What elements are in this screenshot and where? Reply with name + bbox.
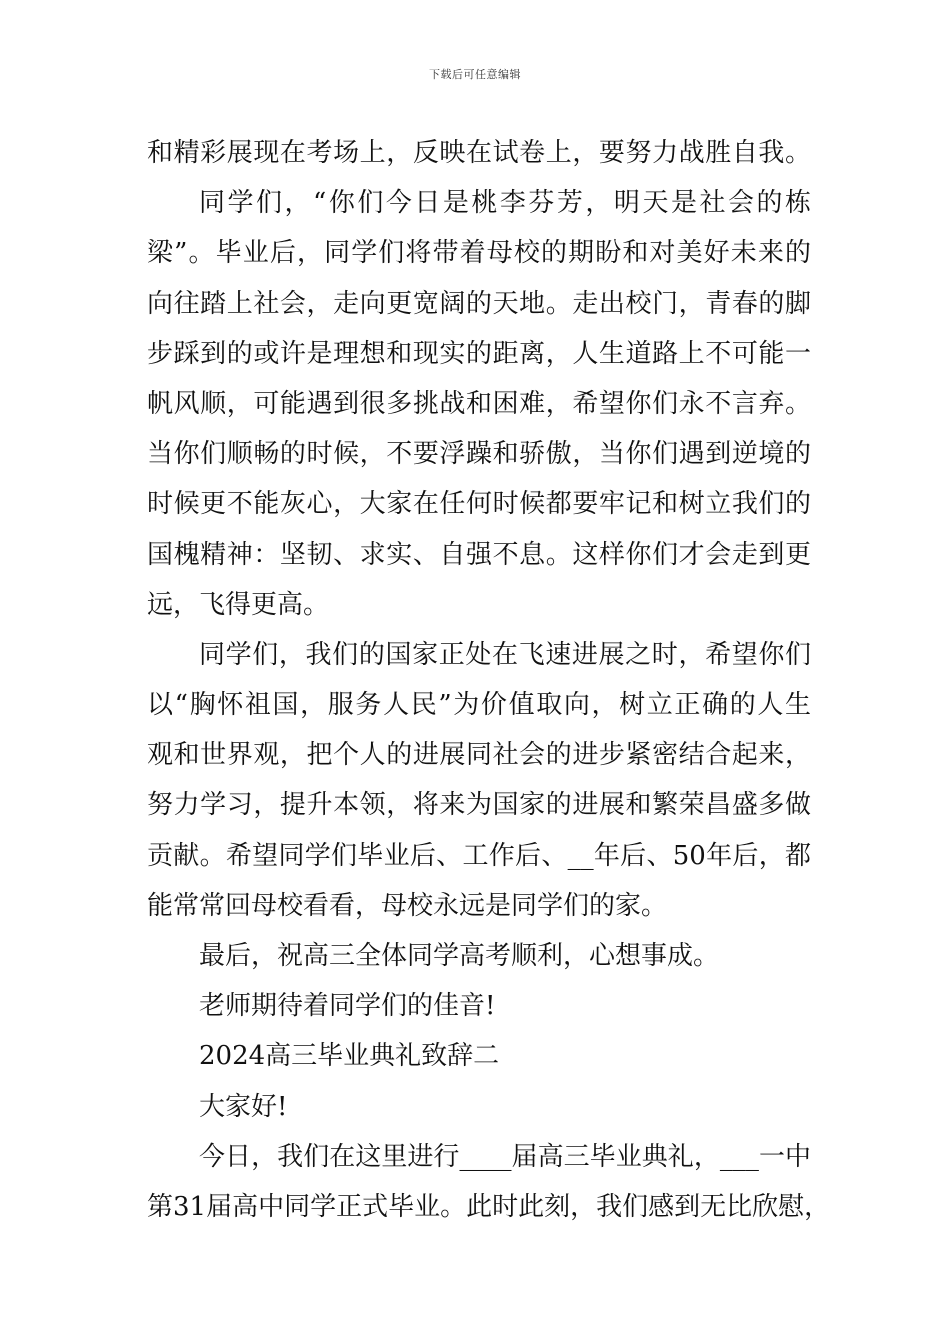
paragraph-start-line: 同学们，“你们今日是桃李芬芳，明天是社会的栋 <box>199 188 811 219</box>
section-heading: 2024高三毕业典礼致辞二 <box>199 1041 500 1072</box>
text-line: 时候更不能灰心，大家在任何时候都要牢记和树立我们的 <box>147 489 811 520</box>
paragraph-end-line: 远，飞得更高。 <box>147 589 330 620</box>
text-line: 和精彩展现在考场上，反映在试卷上，要努力战胜自我。 <box>147 138 811 168</box>
document-body <box>147 128 831 1232</box>
text-line: 当你们顺畅的时候，不要浮躁和骄傲，当你们遇到逆境的 <box>147 439 811 470</box>
text-line: 梁”。毕业后，同学们将带着母校的期盼和对美好未来的 <box>147 238 811 269</box>
paragraph-line: 老师期待着同学们的佳音! <box>199 991 496 1022</box>
paragraph-end-line: 能常常回母校看看，母校永远是同学们的家。 <box>147 890 668 921</box>
greeting-line: 大家好! <box>199 1091 288 1122</box>
paragraph-start-line: 同学们，我们的国家正处在飞速进展之时，希望你们 <box>199 639 811 670</box>
text-line: 帆风顺，可能遇到很多挑战和困难，希望你们永不言弃。 <box>147 388 811 419</box>
text-line: 努力学习，提升本领，将来为国家的进展和繁荣昌盛多做 <box>147 790 811 821</box>
paragraph-start-line: 今日，我们在这里进行____届高三毕业典礼，___一中 <box>199 1141 811 1172</box>
text-line: 向往踏上社会，走向更宽阔的天地。走出校门，青春的脚 <box>147 288 811 319</box>
text-line: 以“胸怀祖国，服务人民”为价值取向，树立正确的人生 <box>147 690 811 721</box>
text-line: 国槐精神：坚韧、求实、自强不息。这样你们才会走到更 <box>147 539 811 570</box>
text-line: 贡献。希望同学们毕业后、工作后、__年后、50年后，都 <box>147 840 811 871</box>
text-line: 步踩到的或许是理想和现实的距离，人生道路上不可能一 <box>147 338 811 369</box>
paragraph-line: 最后，祝高三全体同学高考顺利，心想事成。 <box>199 941 720 971</box>
header-note: 下载后可任意编辑 <box>429 68 521 81</box>
text-line: 观和世界观，把个人的进展同社会的进步紧密结合起来， <box>147 740 811 771</box>
text-line: 第31届高中同学正式毕业。此时此刻，我们感到无比欣慰， <box>147 1191 831 1222</box>
